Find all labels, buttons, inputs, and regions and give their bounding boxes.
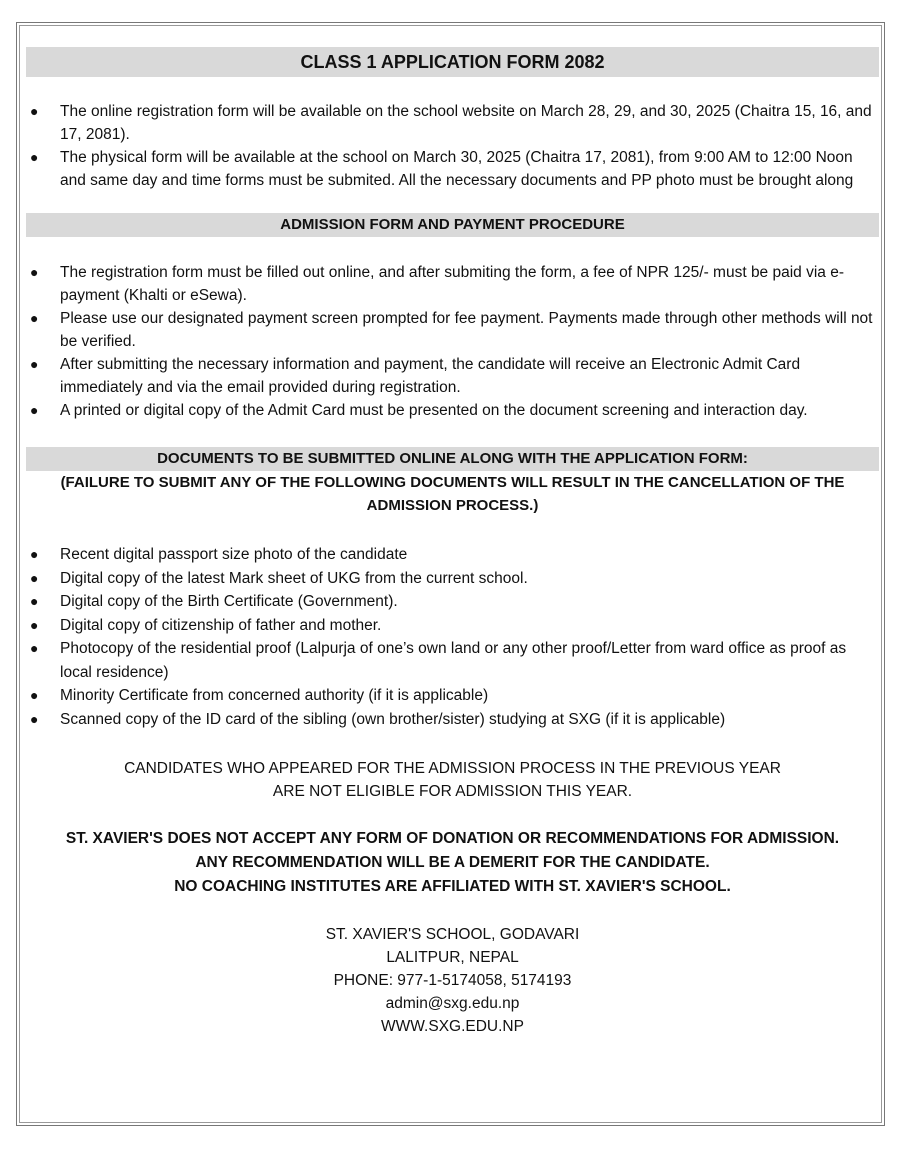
contact-block [26, 923, 879, 1038]
bullet-icon: ● [30, 264, 39, 280]
school-phone: PHONE: 977-1-5174058, 5174193 [333, 972, 572, 989]
bullet-icon: ● [30, 149, 39, 165]
list-item: ● Digital copy of citizenship of father and mother. [26, 614, 879, 638]
bullet-icon: ● [30, 103, 39, 119]
list-item: ● Digital copy of the latest Mark sheet of UKG from the current school. [26, 567, 879, 591]
list-item: ● Photocopy of the residential proof (Lalpurja of one’s own land or any other proof/Letter from ward office as proof as local residence) [26, 637, 879, 684]
school-location: LALITPUR, NEPAL [386, 949, 519, 966]
list-item: ● Digital copy of the Birth Certificate (Government). [26, 590, 879, 614]
policy-line: NO COACHING INSTITUTES ARE AFFILIATED WITH ST. XAVIER'S SCHOOL. [174, 878, 731, 895]
bullet-icon: ● [30, 402, 39, 418]
policy-statement [26, 827, 879, 899]
payment-heading: ADMISSION FORM AND PAYMENT PROCEDURE [26, 213, 879, 237]
list-item: ● The online registration form will be available on the school website on March 28, 29, and 30, 2025 (Chaitra 15, 16, and 17, 2081). [26, 100, 879, 146]
bullet-icon: ● [30, 569, 39, 586]
list-item: ● The physical form will be available at the school on March 30, 2025 (Chaitra 17, 2081), from 9:00 AM to 12:00 Noon and same day and time forms must be submited. All the necessary documents and PP photo must be brought along [26, 146, 879, 192]
documents-warning: (FAILURE TO SUBMIT ANY OF THE FOLLOWING DOCUMENTS WILL RESULT IN THE CANCELLATION OF THE ADMISSION PROCESS.) [60, 474, 845, 514]
bullet-icon: ● [30, 687, 39, 703]
list-item: ● Please use our designated payment screen prompted for fee payment. Payments made through other methods will not be verified. [26, 307, 879, 353]
list-item: ● Scanned copy of the ID card of the sibling (own brother/sister) studying at SXG (if it is applicable) [26, 708, 879, 732]
list-item: ● A printed or digital copy of the Admit Card must be presented on the document screening and interaction day. [26, 399, 879, 422]
documents-heading: DOCUMENTS TO BE SUBMITTED ONLINE ALONG WITH THE APPLICATION FORM: [26, 447, 879, 471]
policy-line: ST. XAVIER'S DOES NOT ACCEPT ANY FORM OF DONATION OR RECOMMENDATIONS FOR ADMISSION. [65, 830, 840, 847]
bullet-icon: ● [30, 310, 39, 326]
list-item: ● The registration form must be filled out online, and after submiting the form, a fee of NPR 125/- must be paid via e-payment (Khalti or eSewa). [26, 261, 879, 307]
list-item: ● Minority Certificate from concerned authority (if it is applicable) [26, 684, 879, 708]
documents-list [26, 543, 879, 731]
list-item: ● After submitting the necessary information and payment, the candidate will receive an Electronic Admit Card immediately and via the email provided during registration. [26, 353, 879, 399]
bullet-icon: ● [30, 640, 39, 656]
bullet-icon: ● [30, 546, 39, 562]
eligibility-note [26, 757, 879, 803]
intro-list [26, 100, 879, 192]
policy-line: ANY RECOMMENDATION WILL BE A DEMERIT FOR THE CANDIDATE. [195, 854, 710, 871]
eligibility-line: ARE NOT ELIGIBLE FOR ADMISSION THIS YEAR. [272, 783, 633, 800]
payment-list [26, 261, 879, 422]
form-title: CLASS 1 APPLICATION FORM 2082 [26, 47, 879, 77]
school-name: ST. XAVIER'S SCHOOL, GODAVARI [325, 926, 580, 943]
eligibility-line: CANDIDATES WHO APPEARED FOR THE ADMISSION PROCESS IN THE PREVIOUS YEAR [124, 760, 781, 777]
school-website[interactable]: WWW.SXG.EDU.NP [381, 1018, 524, 1035]
school-email[interactable]: admin@sxg.edu.np [385, 995, 520, 1012]
bullet-icon: ● [30, 593, 39, 609]
bullet-icon: ● [30, 356, 39, 372]
list-item: ● Recent digital passport size photo of the candidate [26, 543, 879, 567]
form-content [26, 47, 879, 1038]
bullet-icon: ● [30, 710, 39, 727]
bullet-icon: ● [30, 616, 39, 633]
